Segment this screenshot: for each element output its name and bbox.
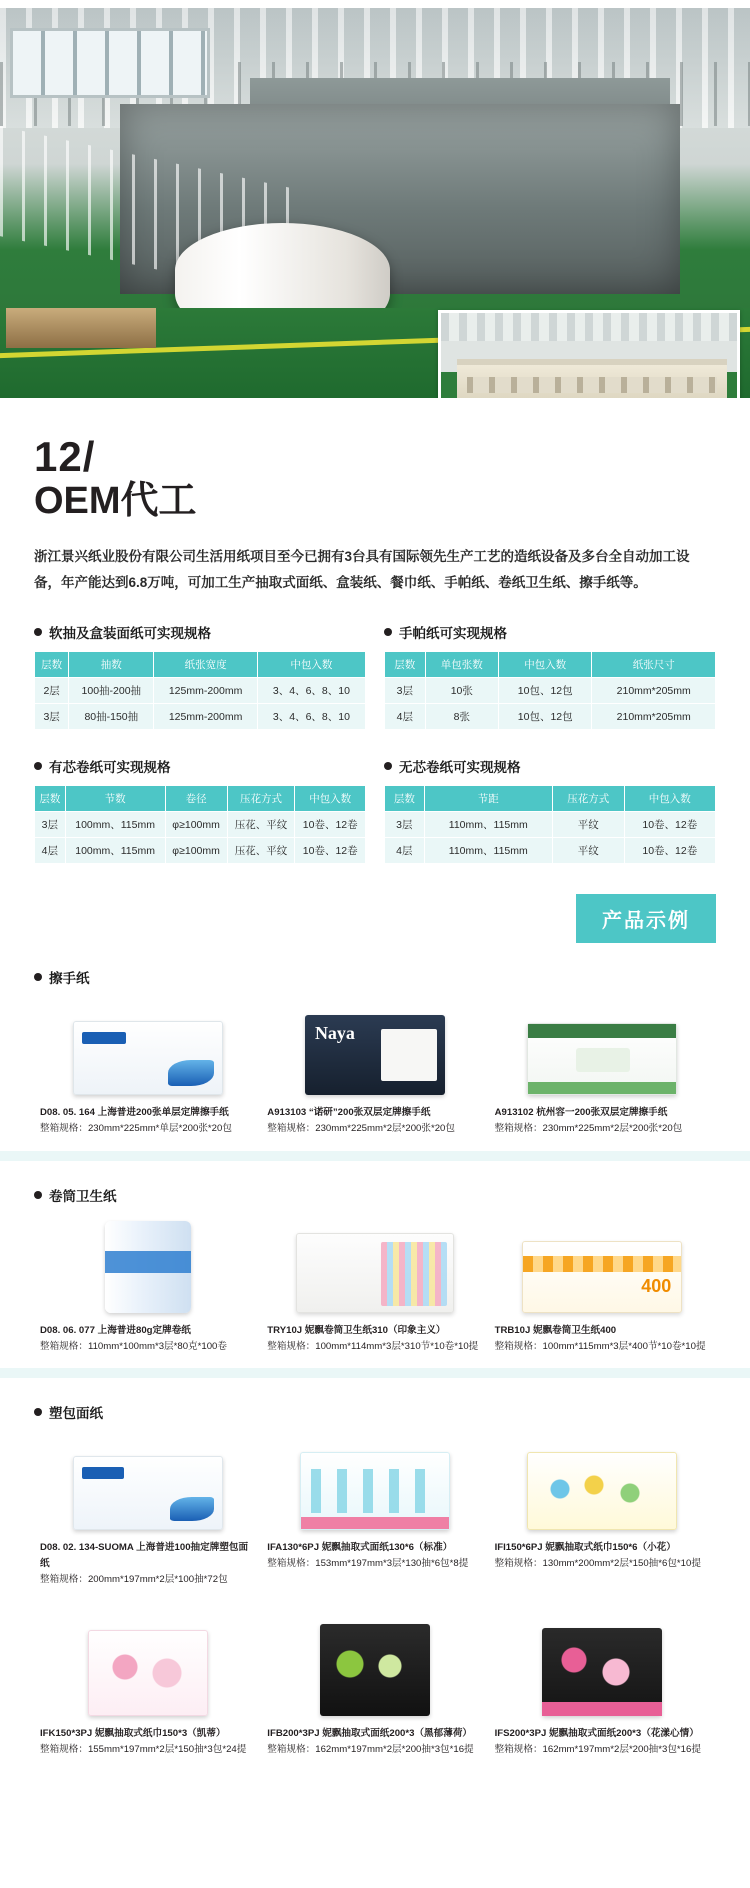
product-group-facial-tissue <box>34 1402 716 1757</box>
product-name: A913102 杭州容一200张双层定牌擦手纸 <box>494 1107 668 1119</box>
product-card <box>489 1428 716 1587</box>
pack-photo-rongyi-handtowel <box>527 1023 677 1095</box>
section-number: 12/ <box>34 433 96 480</box>
product-size: 整箱规格：200mm*197mm*2层*100抽*72包 <box>40 1574 228 1586</box>
table-row <box>385 678 716 704</box>
product-caption <box>495 1105 710 1137</box>
product-image <box>495 1434 710 1530</box>
divider-band <box>0 1151 750 1161</box>
product-image <box>267 999 482 1095</box>
cell: 10卷、12卷 <box>295 838 366 864</box>
product-card-row <box>34 1606 716 1758</box>
col-header: 层数 <box>35 786 66 812</box>
divider-band <box>0 1368 750 1378</box>
group-heading-label: 卷筒卫生纸 <box>49 1188 117 1204</box>
cell: 110mm、115mm <box>424 838 552 864</box>
product-image <box>267 1434 482 1530</box>
table-row <box>385 812 716 838</box>
label-patch <box>576 1048 630 1072</box>
cell: 3层 <box>35 812 66 838</box>
spec-heading-label: 手帕纸可实现规格 <box>399 626 507 642</box>
product-name: A913103 “诺研”200张双层定牌擦手纸 <box>267 1107 431 1119</box>
product-size: 整箱规格：100mm*114mm*3层*310节*10卷*10提 <box>267 1340 479 1352</box>
product-size: 整箱规格：130mm*200mm*2层*150抽*6包*10提 <box>494 1558 701 1570</box>
col-header: 节数 <box>65 786 165 812</box>
bullet-dot-icon <box>384 762 392 770</box>
col-header: 纸张宽度 <box>154 652 258 678</box>
table-coreless-roll <box>384 785 716 864</box>
spec-heading-cored-roll <box>34 756 366 776</box>
product-size: 整箱规格：100mm*115mm*3层*400节*10卷*10提 <box>494 1340 706 1352</box>
factory-hero-photo <box>0 8 750 398</box>
product-caption <box>40 1105 255 1137</box>
product-name: D08. 06. 077 上海普进80g定牌卷纸 <box>40 1324 191 1336</box>
pack-photo-nipiao-310 <box>296 1233 454 1313</box>
pack-photo-ifb200 <box>320 1624 430 1716</box>
pack-photo-ifs200 <box>542 1628 662 1716</box>
product-image <box>495 1612 710 1716</box>
product-card-row <box>34 1428 716 1587</box>
spec-heading-label: 软抽及盒装面纸可实现规格 <box>49 626 211 642</box>
table-header-row <box>35 786 366 812</box>
cell: 3层 <box>385 678 426 704</box>
product-name: TRY10J 妮飘卷筒卫生纸310（印象主义） <box>267 1324 446 1336</box>
cell: 8张 <box>425 704 498 730</box>
product-image <box>495 999 710 1095</box>
group-heading-toilet-roll <box>34 1185 716 1205</box>
table-row <box>35 678 366 704</box>
col-header: 中包入数 <box>295 786 366 812</box>
cell: 压花、平纹 <box>227 838 295 864</box>
factory-windows <box>10 28 210 98</box>
product-card <box>489 1211 716 1355</box>
converting-line-photo <box>438 310 740 398</box>
col-header: 压花方式 <box>552 786 624 812</box>
kitty-graphic <box>101 1647 197 1693</box>
product-group-hand-towel <box>34 967 716 1137</box>
cell: 125mm-200mm <box>154 704 258 730</box>
intro-paragraph: 浙江景兴纸业股份有限公司生活用纸项目至今已拥有3台具有国际领先生产工艺的造纸设备及多台全自动加工设备，年产能达到6.8万吨，可加工生产抽取式面纸、盒装纸、餐巾纸、手帕纸、卷纸卫生纸、擦手纸等。 <box>34 548 690 590</box>
cell: 4层 <box>385 838 425 864</box>
col-header: 层数 <box>35 652 69 678</box>
product-card <box>261 1428 488 1587</box>
product-card <box>489 1606 716 1758</box>
product-image <box>495 1217 710 1313</box>
tissue-sheet <box>381 1029 437 1081</box>
bullet-dot-icon <box>34 762 42 770</box>
product-size: 整箱规格：153mm*197mm*3层*130抽*6包*8提 <box>267 1558 469 1570</box>
col-header: 中包入数 <box>624 786 715 812</box>
product-image <box>40 1434 255 1530</box>
pink-band <box>301 1517 449 1529</box>
inset-machine <box>457 359 727 398</box>
product-name: IFB200*3PJ 妮飘抽取式面纸200*3（黑郁薄荷） <box>267 1727 473 1739</box>
pack-photo-puqin-handtowel <box>73 1021 223 1095</box>
cell: 10包、12包 <box>498 704 591 730</box>
pallet-stack <box>6 308 156 348</box>
group-heading-label: 擦手纸 <box>49 971 90 987</box>
green-band <box>528 1024 676 1038</box>
spec-heading-handkerchief <box>384 622 716 642</box>
cell: 4层 <box>385 704 426 730</box>
cell: 3、4、6、8、10 <box>257 704 365 730</box>
cell: 压花、平纹 <box>227 812 295 838</box>
product-image <box>267 1612 482 1716</box>
product-caption <box>267 1105 482 1137</box>
product-card <box>34 1428 261 1587</box>
product-caption <box>267 1540 482 1572</box>
page-title <box>0 398 750 526</box>
product-caption <box>267 1726 482 1758</box>
product-card <box>34 1606 261 1758</box>
product-examples-banner: 产品示例 <box>576 894 716 943</box>
product-name: IFK150*3PJ 妮飘抽取式纸巾150*3（凯蒂） <box>40 1727 226 1739</box>
product-size: 整箱规格：110mm*100mm*3层*80克*100卷 <box>40 1340 227 1352</box>
table-row <box>35 838 366 864</box>
table-cored-roll <box>34 785 366 864</box>
pattern-graphic <box>381 1242 447 1306</box>
pack-photo-ifk150 <box>88 1630 208 1716</box>
product-name: D08. 02. 134-SUOMA 上海普进100抽定牌塑包面纸 <box>40 1542 249 1570</box>
col-header: 卷径 <box>165 786 227 812</box>
product-caption <box>40 1540 255 1587</box>
table-header-row <box>385 786 716 812</box>
col-header: 抽数 <box>69 652 154 678</box>
bullet-dot-icon <box>34 1191 42 1199</box>
col-header: 中包入数 <box>498 652 591 678</box>
product-size: 整箱规格：230mm*225mm*单层*200张*20包 <box>40 1122 232 1134</box>
product-name: IFA130*6PJ 妮飘抽取式面纸130*6（标准） <box>267 1542 453 1554</box>
table-handkerchief <box>384 651 716 730</box>
group-heading-label: 塑包面纸 <box>49 1406 103 1422</box>
spec-tables-row-1 <box>34 622 716 730</box>
col-header: 节距 <box>424 786 552 812</box>
product-image <box>40 1217 255 1313</box>
table-row <box>35 812 366 838</box>
cell: 10卷、12卷 <box>624 812 715 838</box>
product-caption <box>495 1726 710 1758</box>
product-caption <box>267 1323 482 1355</box>
cell: 125mm-200mm <box>154 678 258 704</box>
col-header: 层数 <box>385 652 426 678</box>
wave-graphic <box>170 1497 214 1521</box>
table-header-row <box>35 652 366 678</box>
table-row <box>385 838 716 864</box>
col-header: 纸张尺寸 <box>592 652 716 678</box>
cell: 10卷、12卷 <box>624 838 715 864</box>
section-heading: OEM代工 <box>34 480 197 522</box>
product-size: 整箱规格：162mm*197mm*2层*200抽*3包*16提 <box>494 1743 701 1755</box>
product-caption <box>495 1540 710 1572</box>
table-soft-tissue <box>34 651 366 730</box>
mint-graphic <box>330 1644 420 1684</box>
product-card <box>489 993 716 1137</box>
product-size: 整箱规格：155mm*197mm*2层*150抽*3包*24提 <box>40 1743 247 1755</box>
bullet-dot-icon <box>34 628 42 636</box>
bullet-dot-icon <box>34 973 42 981</box>
cell: 110mm、115mm <box>424 812 552 838</box>
product-image <box>40 999 255 1095</box>
pack-photo-ifi150 <box>527 1452 677 1530</box>
product-caption <box>495 1323 710 1355</box>
cell: 10卷、12卷 <box>295 812 366 838</box>
cell: 100mm、115mm <box>65 838 165 864</box>
pack-photo-puqin-100 <box>73 1456 223 1530</box>
cell: 3、4、6、8、10 <box>257 678 365 704</box>
product-name: IFI150*6PJ 妮飘抽取式纸巾150*6（小花） <box>494 1542 676 1554</box>
cell: 100mm、115mm <box>65 812 165 838</box>
cell: 210mm*205mm <box>592 704 716 730</box>
cell: 100抽-200抽 <box>69 678 154 704</box>
table-row <box>385 704 716 730</box>
spec-table-handkerchief <box>384 622 716 730</box>
product-card-row <box>34 1211 716 1355</box>
spec-table-cored-roll <box>34 756 366 864</box>
cell: 210mm*205mm <box>592 678 716 704</box>
product-size: 整箱规格：230mm*225mm*2层*200张*20包 <box>267 1122 455 1134</box>
spec-tables-row-2 <box>34 756 716 864</box>
product-caption <box>40 1726 255 1758</box>
cell: 3层 <box>385 812 425 838</box>
spec-table-soft-tissue <box>34 622 366 730</box>
green-band-bottom <box>528 1082 676 1094</box>
cell: 2层 <box>35 678 69 704</box>
product-card-row <box>34 993 716 1137</box>
product-card <box>261 1211 488 1355</box>
page-bottom-spacer <box>0 1758 750 1786</box>
product-size: 整箱规格：230mm*225mm*2层*200张*20包 <box>494 1122 683 1134</box>
cell: 10张 <box>425 678 498 704</box>
group-heading-facial-tissue <box>34 1402 716 1422</box>
group-heading-hand-towel <box>34 967 716 987</box>
pack-photo-naya-handtowel <box>305 1015 445 1095</box>
cell: 平纹 <box>552 838 624 864</box>
table-row <box>35 704 366 730</box>
spec-heading-coreless-roll <box>384 756 716 776</box>
product-name: D08. 05. 164 上海普进200张单层定牌擦手纸 <box>40 1107 229 1119</box>
product-name: IFS200*3PJ 妮飘抽取式面纸200*3（花漾心情） <box>494 1727 699 1739</box>
brand-block <box>82 1467 124 1479</box>
product-examples-banner-row <box>34 894 716 943</box>
inset-ceiling <box>441 313 737 341</box>
pattern-graphic <box>311 1469 441 1513</box>
col-header: 中包入数 <box>257 652 365 678</box>
cell: 3层 <box>35 704 69 730</box>
col-header: 层数 <box>385 786 425 812</box>
flower-graphic <box>542 1471 662 1511</box>
pack-count-graphic: 400 <box>641 1275 672 1296</box>
pack-photo-puqin-roll <box>105 1221 191 1313</box>
cell: 平纹 <box>552 812 624 838</box>
product-card <box>261 993 488 1137</box>
pack-photo-ifa130 <box>300 1452 450 1530</box>
spec-heading-label: 无芯卷纸可实现规格 <box>399 760 521 776</box>
bullet-dot-icon <box>34 1408 42 1416</box>
cell: φ≥100mm <box>165 838 227 864</box>
spec-heading-label: 有芯卷纸可实现规格 <box>49 760 171 776</box>
product-image <box>40 1612 255 1716</box>
product-image <box>267 1217 482 1313</box>
pack-photo-nipiao-400 <box>522 1241 682 1313</box>
product-caption <box>40 1323 255 1355</box>
col-header: 单包张数 <box>425 652 498 678</box>
cell: 80抽-150抽 <box>69 704 154 730</box>
pink-band <box>542 1702 662 1716</box>
product-card <box>261 1606 488 1758</box>
product-card <box>34 1211 261 1355</box>
product-card <box>34 993 261 1137</box>
cell: φ≥100mm <box>165 812 227 838</box>
stripe-graphic <box>523 1256 681 1272</box>
cell: 10包、12包 <box>498 678 591 704</box>
naya-logo-icon: Naya <box>314 1023 355 1044</box>
product-group-toilet-roll <box>34 1185 716 1355</box>
col-header: 压花方式 <box>227 786 295 812</box>
cell: 4层 <box>35 838 66 864</box>
floral-graphic <box>552 1642 652 1694</box>
bullet-dot-icon <box>384 628 392 636</box>
spec-heading-soft-tissue <box>34 622 366 642</box>
product-name: TRB10J 妮飘卷筒卫生纸400 <box>494 1324 617 1336</box>
table-header-row <box>385 652 716 678</box>
product-size: 整箱规格：162mm*197mm*2层*200抽*3包*16提 <box>267 1743 474 1755</box>
spec-table-coreless-roll <box>384 756 716 864</box>
